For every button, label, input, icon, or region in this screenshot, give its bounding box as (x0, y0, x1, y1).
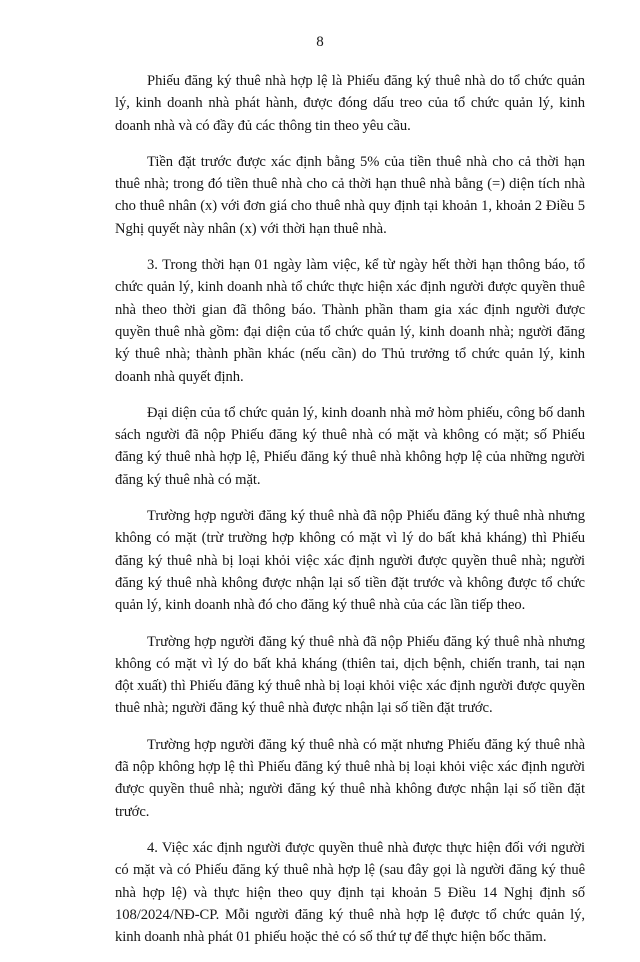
paragraph-deposit-amount: Tiền đặt trước được xác định bằng 5% của tiền thuê nhà cho cả thời hạn thuê nhà; trong đó tiền thuê nhà cho cả thời hạn thuê nhà bằng (=) diện tích nhà cho thuê nhân (x) với đơn giá cho thuê nhà quy định tại khoản 1, khoản 2 Điều 5 Nghị quyết này nhân (x) với thời hạn thuê nhà. (115, 153, 585, 237)
paragraph-force-majeure-absence: Trường hợp người đăng ký thuê nhà đã nộp Phiếu đăng ký thuê nhà nhưng không có mặt vì lý do bất khả kháng (thiên tai, dịch bệnh, chiến tranh, tai nạn đột xuất) thì Phiếu đăng ký thuê nhà bị loại khỏi việc xác định người được quyền thuê nhà; người đăng ký thuê nhà được nhận lại số tiền đặt trước. (115, 633, 585, 717)
page-number: 8 (316, 34, 324, 50)
paragraph-ballot-opening: Đại diện của tổ chức quản lý, kinh doanh nhà mở hòm phiếu, công bố danh sách người đã nộp Phiếu đăng ký thuê nhà có mặt và không có mặt; số Phiếu đăng ký thuê nhà hợp lệ, Phiếu đăng ký thuê nhà không hợp lệ của những người đăng ký thuê nhà có mặt. (115, 404, 585, 488)
paragraph-invalid-form: Trường hợp người đăng ký thuê nhà có mặt nhưng Phiếu đăng ký thuê nhà đã nộp không hợp lệ thì Phiếu đăng ký thuê nhà bị loại khỏi việc xác định người được quyền thuê nhà; người đăng ký thuê nhà không được nhận lại số tiền đặt trước. (115, 736, 585, 820)
paragraph-clause-3-selection-procedure: 3. Trong thời hạn 01 ngày làm việc, kể từ ngày hết thời hạn thông báo, tổ chức quản lý, kinh doanh nhà tổ chức thực hiện xác định người được quyền thuê nhà theo thời gian đã thông báo. Thành phần tham gia xác định người được quyền thuê nhà gồm: đại diện của tổ chức quản lý, kinh doanh nhà; người đăng ký thuê nhà; thành phần khác (nếu cần) do Thủ trưởng tổ chức quản lý, kinh doanh nhà quyết định. (115, 257, 585, 385)
paragraph-absent-applicant: Trường hợp người đăng ký thuê nhà đã nộp Phiếu đăng ký thuê nhà nhưng không có mặt (trừ trường hợp không có mặt vì lý do bất khả kháng) thì Phiếu đăng ký thuê nhà bị loại khỏi việc xác định người được quyền thuê nhà; người đăng ký thuê nhà không được nhận lại số tiền đặt trước và không được tổ chức quản lý, kinh doanh nhà đó cho đăng ký thuê nhà của các lần tiếp theo. (115, 508, 585, 614)
document-body (115, 70, 585, 962)
paragraph-valid-form-definition: Phiếu đăng ký thuê nhà hợp lệ là Phiếu đăng ký thuê nhà do tổ chức quản lý, kinh doanh nhà phát hành, được đóng dấu treo của tổ chức quản lý, kinh doanh nhà và có đầy đủ các thông tin theo yêu cầu. (115, 73, 585, 134)
paragraph-clause-4-lottery: 4. Việc xác định người được quyền thuê nhà được thực hiện đối với người có mặt và có Phiếu đăng ký thuê nhà hợp lệ (sau đây gọi là người đăng ký thuê nhà hợp lệ) và thực hiện theo quy định tại khoản 5 Điều 14 Nghị định số 108/2024/NĐ-CP. Mỗi người đăng ký thuê nhà hợp lệ được tổ chức quản lý, kinh doanh nhà phát 01 phiếu hoặc thẻ có số thứ tự để thực hiện bốc thăm. (115, 839, 585, 946)
